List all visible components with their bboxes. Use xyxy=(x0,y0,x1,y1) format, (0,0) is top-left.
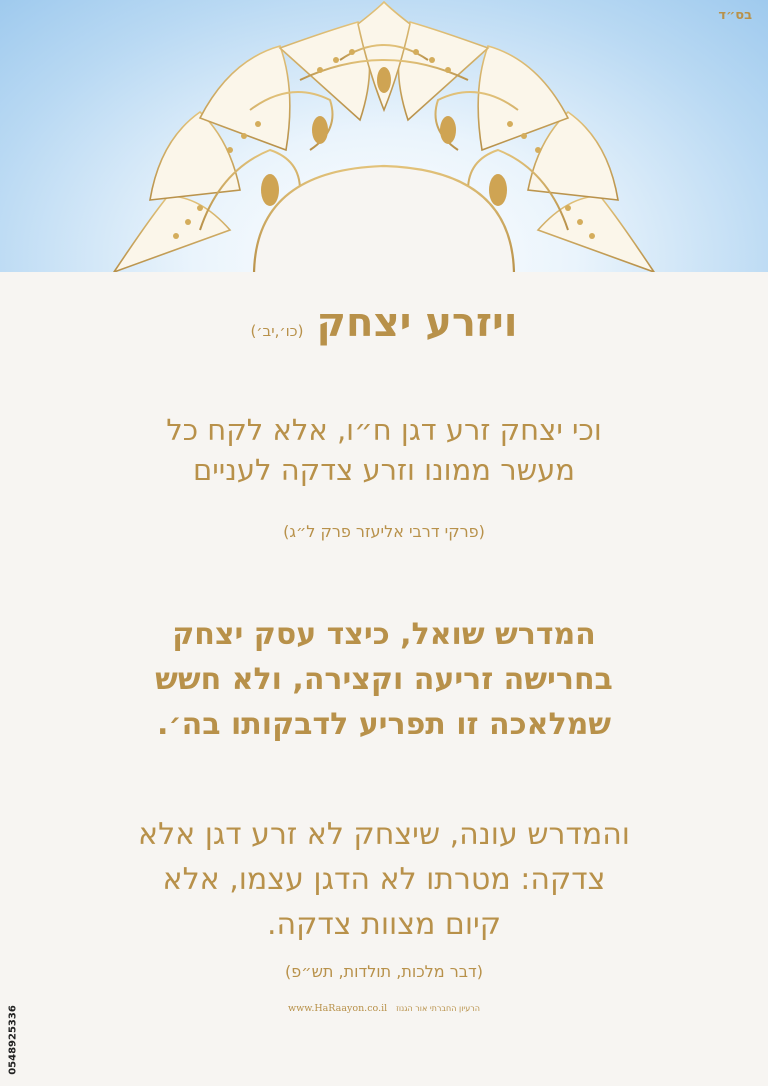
midrash-question xyxy=(40,612,728,747)
title-row xyxy=(0,300,768,346)
answer-line: קיום מצוות צדקה. xyxy=(267,907,501,942)
mandala-ornament xyxy=(0,0,768,290)
footer-credit: הרעיון החברתי אור הגנוז xyxy=(396,1004,480,1013)
title-reference: (כו׳,יב׳) xyxy=(250,322,304,340)
quote1-source: (פרקי דרבי אליעזר פרק ל״ג) xyxy=(283,522,485,541)
inner-arch xyxy=(254,166,514,276)
phone-number xyxy=(6,1000,20,1080)
answer-source: (דבר מלכות, תולדות, תש״פ) xyxy=(285,962,483,981)
bsd-header: בס״ד xyxy=(718,8,752,23)
footer xyxy=(0,1003,768,1014)
page-title: ויזרע יצחק xyxy=(316,300,518,346)
phone-text: 0548925336 xyxy=(7,1005,19,1075)
midrash-answer xyxy=(40,812,728,947)
answer-line: צדקה: מטרתו לא הדגן עצמו, אלא xyxy=(162,862,606,897)
quote1-line: וכי יצחק זרע דגן ח״ו, אלא לקח כל xyxy=(166,413,602,447)
quote1-line: מעשר ממונו וזרע צדקה לעניים xyxy=(193,453,575,487)
quote-pirkei xyxy=(40,410,728,490)
answer-line: והמדרש עונה, שיצחק לא זרע דגן אלא xyxy=(138,817,630,852)
question-line: בחרישה זריעה וקצירה, ולא חשש xyxy=(155,662,613,697)
question-line: שמלאכה זו תפריע לדבקותו בה׳. xyxy=(156,707,612,742)
website-link[interactable]: www.HaRaayon.co.il xyxy=(288,1003,388,1014)
question-line: המדרש שואל, כיצד עסק יצחק xyxy=(172,617,596,652)
